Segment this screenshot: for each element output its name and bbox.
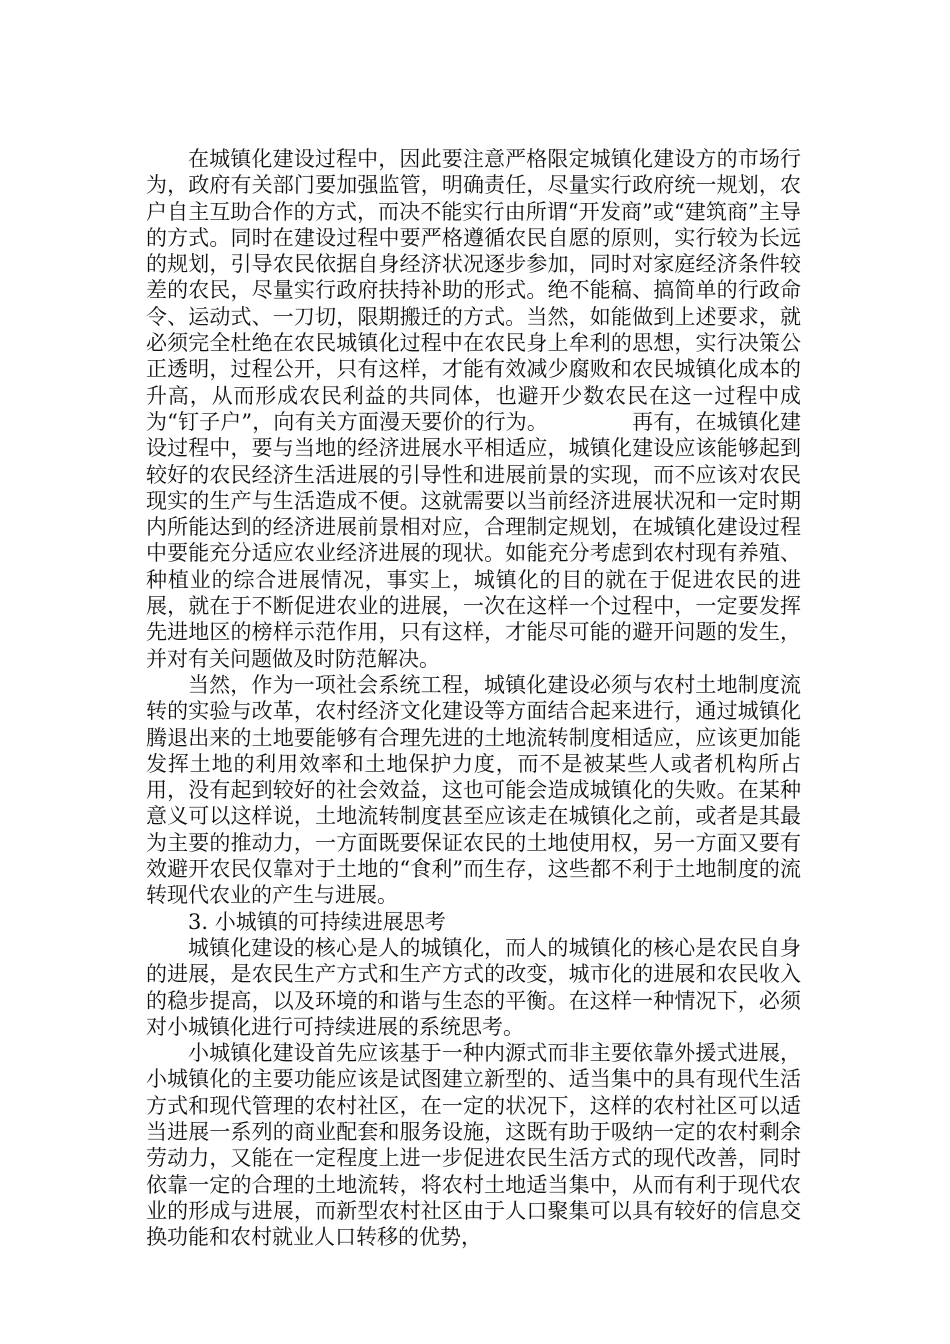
paragraph-1-text-part-1: 在城镇化建设过程中，因此要注意严格限定城镇化建设方的市场行为，政府有关部门要加强监管，明确责任，尽量实行政府统一规划，农户自主互助合作的方式，而决不能实行由所谓“开发商”或“建筑商”主导的方式。同时在建设过程中要严格遵循农民自愿的原则，实行较为长远的规划，引导农民依据自身经济状况逐步参加，同时对家庭经济条件较差的农民，尽量实行政府扶持补助的形式。绝不能稿、搞简单的行政命令、运动式、一刀切，限期搬迁的方式。当然，如能做到上述要求，就必须完全杜绝在农民城镇化过程中在农民身上牟利的思想，实行决策公正透明，过程公开，只有这样，才能有效减少腐败和农民城镇化成本的升高，从而形成农民利益的共同体，也避开少数农民在这一过程中成为“钉子户”，向有关方面漫天要价的行为。 [146, 147, 801, 434]
paragraph-3: 城镇化建设的核心是人的城镇化，而人的城镇化的核心是农民自身的进展，是农民生产方式和生产方式的改变，城市化的进展和农民收入的稳步提高，以及环境的和谐与生态的平衡。在这样一种情况下，必须对小城镇化进行可持续进展的系统思考。 [146, 935, 801, 1039]
paragraph-4: 小城镇化建设首先应该基于一种内源式而非主要依靠外援式进展，小城镇化的主要功能应该是试图建立新型的、适当集中的具有现代生活方式和现代管理的农村社区，在一定的状况下，这样的农村社区可以适当进展一系列的商业配套和服务设施，这既有助于吸纳一定的农村剩余劳动力，又能在一定程度上进一步促进农民生活方式的现代改善，同时依靠一定的合理的土地流转，将农村土地适当集中，从而有利于现代农业的形成与进展，而新型农村社区由于人口聚集可以具有较好的信息交换功能和农村就业人口转移的优势， [146, 1041, 801, 1250]
document-page [146, 146, 801, 1250]
section-heading: 3. 小城镇的可持续进展思考 [188, 909, 446, 934]
paragraph-1 [146, 146, 801, 672]
paragraph-2: 当然，作为一项社会系统工程，城镇化建设必须与农村土地制度流转的实验与改革，农村经济文化建设等方面结合起来进行，通过城镇化腾退出来的土地要能够有合理先进的土地流转制度相适应，应该更加能发挥土地的利用效率和土地保护力度，而不是被某些人或者机构所占用，没有起到较好的社会效益，这也可能会造成城镇化的失败。在某种意义可以这样说，土地流转制度甚至应该走在城镇化之前，或者是其最为主要的推动力，一方面既要保证农民的土地使用权，另一方面又要有效避开农民仅靠对于土地的“食利”而生存，这些都不利于土地制度的流转现代农业的产生与进展。 [146, 672, 801, 908]
paragraph-1-text-part-2: 再有，在城镇化建设过程中，要与当地的经济进展水平相适应，城镇化建设应该能够起到较好的农民经济生活进展的引导性和进展前景的实现，而不应该对农民现实的生产与生活造成不便。这就需要以当前经济进展状况和一定时期内所能达到的经济进展前景相对应，合理制定规划，在城镇化建设过程中要能充分适应农业经济进展的现状。如能充分考虑到农村现有养殖、种植业的综合进展情况，事实上，城镇化的目的就在于促进农民的进展，就在于不断促进农业的进展，一次在这样一个过程中，一定要发挥先进地区的榜样示范作用，只有这样，才能尽可能的避开问题的发生，并对有关问题做及时防范解决。 [146, 409, 801, 671]
